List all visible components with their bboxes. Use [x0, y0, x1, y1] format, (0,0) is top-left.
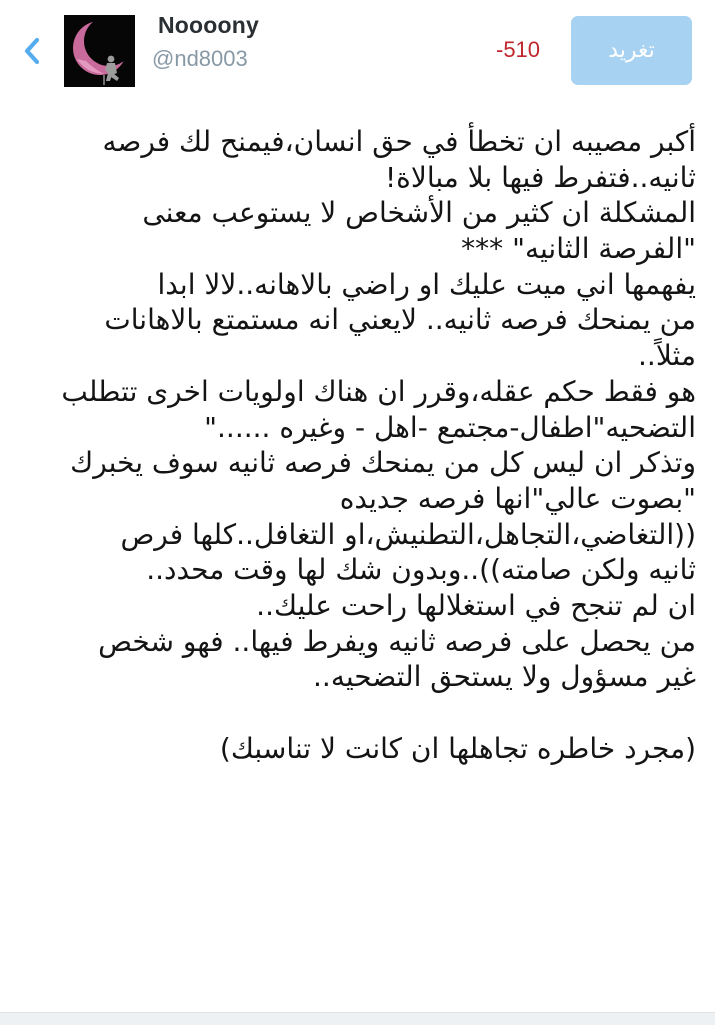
compose-line: من يمنحك فرصه ثانيه.. لايعني انه مستمتع بالاهانات [104, 303, 696, 337]
compose-line: ان لم تنجح في استغلالها راحت عليك.. [256, 588, 696, 622]
compose-line: مثلاً.. [638, 339, 696, 373]
back-button[interactable] [18, 36, 48, 66]
compose-line: من يحصل على فرصه ثانيه ويفرط فيها.. فهو شخص [98, 624, 696, 658]
tweet-compose-text[interactable] [14, 124, 696, 766]
compose-line: "بصوت عالي"انها فرصه جديده [339, 481, 696, 515]
bottom-bar [0, 1012, 715, 1025]
compose-line: أكبر مصيبه ان تخطأ في حق انسان،فيمنح لك فرصه [102, 125, 696, 158]
compose-line [14, 695, 696, 731]
crescent-moon-avatar-icon [64, 15, 135, 87]
compose-line: التضحيه"اطفال-مجتمع -اهل - وغيره ......" [204, 410, 696, 444]
compose-line: ثانيه ولكن صامته))..وبدون شك لها وقت محدد.. [146, 553, 696, 587]
compose-line: (مجرد خاطره تجاهلها ان كانت لا تناسبك) [219, 731, 696, 765]
character-counter: -510 [496, 37, 541, 62]
compose-line: غير مسؤول ولا يستحق التضحيه.. [313, 660, 696, 694]
compose-line: هو فقط حكم عقله،وقرر ان هناك اولويات اخرى تتطلب [61, 374, 696, 408]
compose-line: المشكلة ان كثير من الأشخاص لا يستوعب معنى [142, 196, 696, 230]
compose-line: وتذكر ان ليس كل من يمنحك فرصه ثانيه سوف يخبرك [70, 446, 696, 480]
chevron-left-icon [18, 36, 48, 66]
compose-line: ثانيه..فتفرط فيها بلا مبالاة! [384, 160, 696, 194]
user-handle: @nd8003 [152, 46, 248, 71]
compose-line: يفهمها اني ميت عليك او راضي بالاهانه..لالا ابدا [157, 267, 696, 301]
display-name: Noooony [158, 12, 260, 38]
tweet-button[interactable]: تغريد [571, 16, 692, 85]
avatar[interactable] [64, 15, 135, 87]
compose-line: "الفرصة الثانيه" *** [461, 232, 696, 266]
compose-header [0, 0, 715, 100]
compose-line: ((التغاضي،التجاهل،التطنيش،او التغافل..كلها فرص [120, 517, 696, 551]
